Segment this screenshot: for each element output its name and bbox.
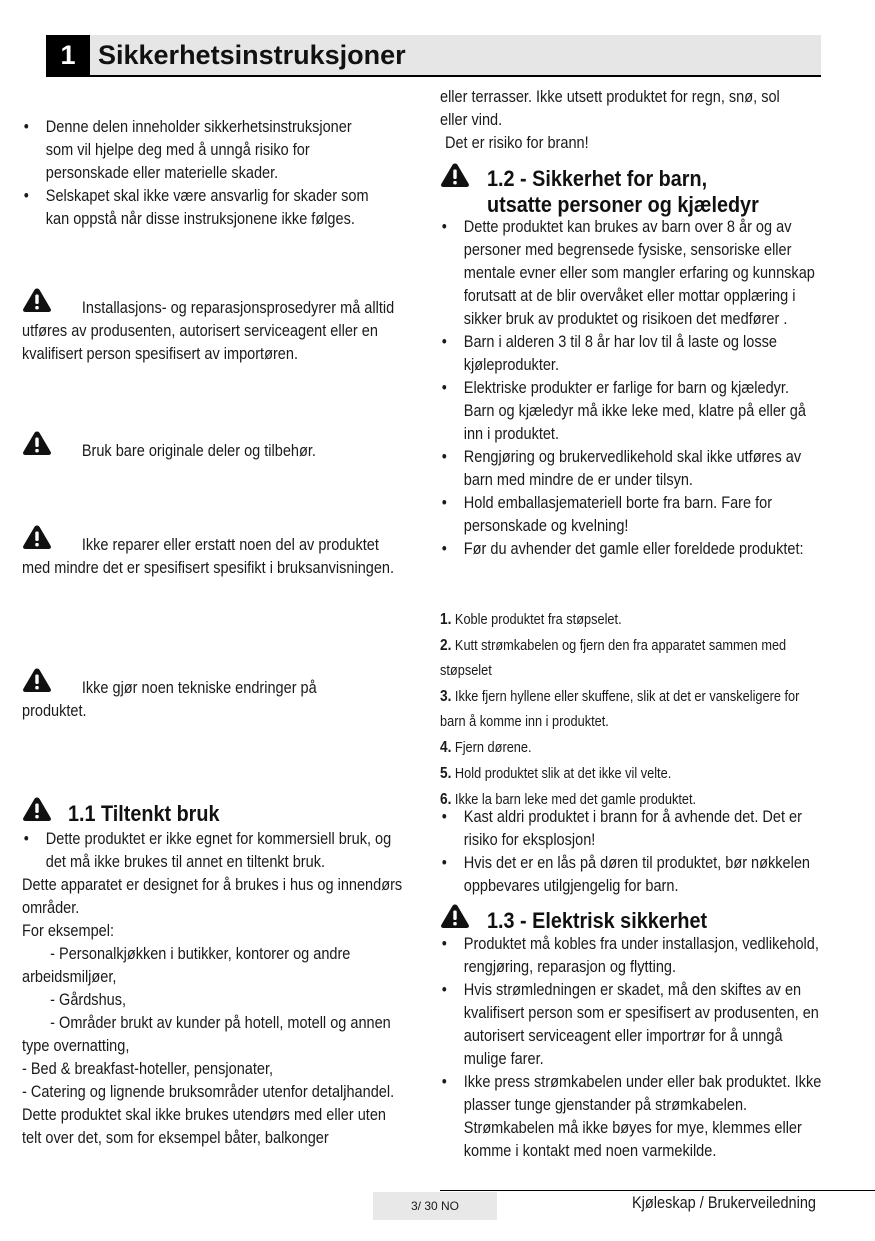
step-text: Ikke fjern hyllene eller skuffene, slik at det er vanskeligere for barn å komme inn i produktet.	[440, 689, 800, 730]
paragraph: For eksempel:	[22, 922, 115, 940]
section-title-line: 1.2 - Sikkerhet for barn,	[487, 166, 708, 191]
paragraph: - Personalkjøkken i butikker, kontorer og andre arbeidsmiljøer,	[22, 945, 351, 986]
list-item: • Kast aldri produktet i brann for å avhende det. Det er risiko for eksplosjon!	[440, 806, 823, 852]
step-number: 2.	[440, 637, 452, 654]
footer-doc-title: Kjøleskap / Brukerveiledning	[632, 1194, 817, 1212]
list-item: • Barn i alderen 3 til 8 år har lov til å laste og losse kjøleprodukter.	[440, 331, 823, 377]
section-title-line: utsatte personer og kjæledyr	[487, 192, 759, 217]
section-title-child-safety	[487, 166, 759, 218]
step-number: 5.	[440, 765, 452, 782]
step-text: Hold produktet slik at det ikke vil velte.	[454, 766, 672, 782]
step-item	[440, 684, 824, 735]
list-item: • Dette produktet kan brukes av barn over 8 år og av personer med begrensede fysiske, sensoriske eller mentale evner eller som mangler erfaring og kunnskap forutsatt at de blir overvåket eller mottar opplæring i sikker bruk av produktet og risikoen det medfører .	[440, 216, 823, 331]
list-item: • Denne delen inneholder sikkerhetsinstruksjoner som vil hjelpe deg med å unngå risiko for personskade eller materielle skader.	[22, 116, 374, 185]
paragraph: Dette apparatet er designet for å brukes i hus og innendørs områder.	[22, 876, 403, 917]
list-item: • Hvis strømledningen er skadet, må den skiftes av en kvalifisert person som er spesifisert av produsenten, en autorisert serviceagent eller importrør for å unngå mulige farer.	[440, 979, 823, 1071]
warning-text-installation: Installasjons- og reparasjonsprosedyrer må alltid utføres av produsenten, autorisert serviceagent eller en kvalifisert person spesifisert av importøren.	[22, 299, 395, 363]
list-item: • Produktet må kobles fra under installasjon, vedlikehold, rengjøring, reparasjon og flytting.	[440, 933, 823, 979]
header-rule	[46, 75, 821, 77]
fire-risk-text: Det er risiko for brann!	[445, 134, 589, 152]
list-item: • Hold emballasjemateriell borte fra barn. Fare for personskade og kvelning!	[440, 492, 823, 538]
warning-triangle-icon	[440, 903, 470, 929]
chapter-number: 1	[46, 35, 90, 75]
warning-text-original-parts: Bruk bare originale deler og tilbehør.	[81, 442, 316, 460]
list-item: • Dette produktet er ikke egnet for kommersiell bruk, og det må ikke brukes til annet en tiltenkt bruk.	[22, 828, 405, 874]
step-item	[440, 761, 824, 787]
intro-bullets	[22, 116, 374, 231]
list-item: • Elektriske produkter er farlige for barn og kjæledyr. Barn og kjæledyr må ikke leke med, klatre på eller gå inn i produktet.	[440, 377, 823, 446]
list-item: • Ikke press strømkabelen under eller bak produktet. Ikke plasser tunge gjenstander på strømkabelen. Strømkabelen må ikke bøyes for mye, klemmes eller komme i kontakt med noen varmekilde.	[440, 1071, 823, 1163]
list-item: • Før du avhender det gamle eller foreldede produktet:	[440, 538, 823, 561]
paragraph: Dette produktet skal ikke brukes utendørs med eller uten telt over det, som for eksempel båter, balkonger	[22, 1106, 386, 1147]
step-number: 6.	[440, 791, 452, 808]
paragraph: - Catering og lignende bruksområder utenfor detaljhandel.	[22, 1083, 395, 1101]
step-item	[440, 633, 824, 684]
intended-use-bullets	[22, 828, 405, 874]
page-title: Sikkerhetsinstruksjoner	[98, 40, 406, 70]
step-number: 1.	[440, 611, 452, 628]
step-text: Kutt strømkabelen og fjern den fra apparatet sammen med støpselet	[440, 638, 787, 679]
step-number: 4.	[440, 739, 452, 756]
step-item	[440, 735, 824, 761]
child-safety-bullets	[440, 216, 823, 561]
paragraph: - Områder brukt av kunder på hotell, motell og annen type overnatting,	[22, 1014, 391, 1055]
list-item: • Selskapet skal ikke være ansvarlig for skader som kan oppstå når disse instruksjonene ikke følges.	[22, 185, 374, 231]
section-intended-use-body	[22, 828, 405, 1150]
warning-triangle-icon	[22, 796, 52, 822]
list-item: • Hvis det er en lås på døren til produktet, bør nøkkelen oppbevares utilgjengelig for barn.	[440, 852, 823, 898]
step-text: Fjern dørene.	[454, 740, 532, 756]
step-item	[440, 607, 824, 633]
paragraph: - Gårdshus,	[50, 991, 127, 1009]
step-number: 3.	[440, 688, 452, 705]
disposal-steps	[440, 607, 824, 813]
child-safety-bullets-after	[440, 806, 823, 898]
warning-text-no-modification: Ikke gjør noen tekniske endringer på produktet.	[22, 679, 317, 720]
page-number: 3/ 30 NO	[373, 1192, 497, 1220]
continuation-text: eller terrasser. Ikke utsett produktet for regn, snø, sol eller vind.	[440, 88, 780, 129]
section-title-intended-use: 1.1 Tiltenkt bruk	[68, 801, 220, 826]
electrical-safety-bullets	[440, 933, 823, 1163]
warning-triangle-icon	[440, 162, 470, 188]
warning-text-no-repair: Ikke reparer eller erstatt noen del av produktet med mindre det er spesifisert spesifikt i bruksanvisningen.	[22, 536, 395, 577]
section-title-electrical-safety: 1.3 - Elektrisk sikkerhet	[487, 908, 708, 933]
paragraph: - Bed & breakfast-hoteller, pensjonater,	[22, 1060, 274, 1078]
step-text: Ikke la barn leke med det gamle produktet.	[454, 792, 697, 808]
step-text: Koble produktet fra støpselet.	[454, 612, 622, 628]
list-item: • Rengjøring og brukervedlikehold skal ikke utføres av barn med mindre de er under tilsyn.	[440, 446, 823, 492]
